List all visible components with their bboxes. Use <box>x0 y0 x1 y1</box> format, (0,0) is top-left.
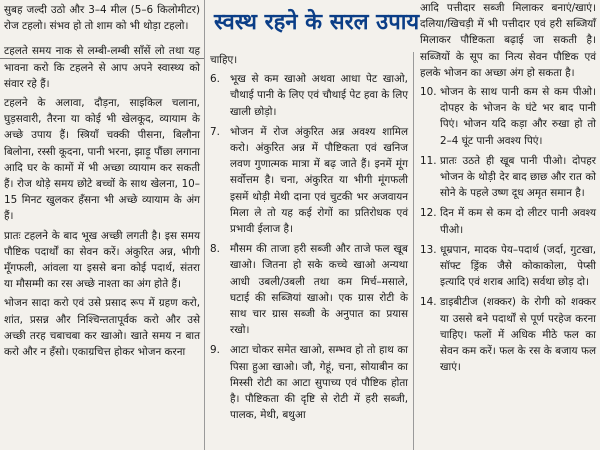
list-text: धूम्रपान, मादक पेय–पदार्थ (जर्दा, गुटखा, सॉफ्ट ड्रिंक जैसे कोकाकोला, पेप्सी इत्यादि एवं शराब आदि) सर्वथा छोड़ दो। <box>440 243 596 289</box>
list-item <box>210 124 408 237</box>
continued-text: चाहिए। <box>210 54 238 66</box>
list-number: 12. <box>420 207 437 220</box>
list-item <box>420 242 596 291</box>
list-text: आटा चोकर समेत खाओ, सम्भव हो तो हाथ का पिसा हुआ खाओ। जौ, गेहूं, चना, सोयाबीन का मिस्सी रोटी का आटा सुपाच्य एवं पौष्टिक होता है। पौष्टिकता की दृष्टि से रोटी में हरी सब्जी, पालक, मेथी, बथुआ <box>230 344 408 422</box>
paragraph: प्रातः टहलने के बाद भूख अच्छी लगती है। इस समय पौष्टिक पदार्थों का सेवन करें। अंकुरित अन्न, भीगी मूँगफली, आंवला या इससे बना कोई पदार्थ, संतरा या मौसम्मी का रस अच्छे नाश्ता का अंग होते हैं। <box>4 229 200 291</box>
list-item <box>420 153 596 202</box>
list-number: 13. <box>420 243 437 256</box>
list-text: प्रातः उठते ही खूब पानी पीओ। दोपहर भोजन के थोड़ी देर बाद छाछ और रात को सोने के पहले उष्ण दूध अमृत समान है। <box>440 154 596 200</box>
intro-paragraph: सुबह जल्दी उठो और 3–4 मील (5–6 किलोमीटर) रोज टहलो। संभव हो तो शाम को भी थोड़ा टहलो। <box>4 4 200 33</box>
column-1 <box>0 0 204 450</box>
list-text: भोजन में रोज अंकुरित अन्न अवश्य शामिल करो। अंकुरित अन्न में पौष्टिकता एवं खनिज लवण गुणात्मक मात्रा में बढ़ जाते हैं। इनमें मूंग सर्वोत्तम है। चना, अंकुरित या भीगी मूंगफली इसमें थोड़ी मेथी दाना एवं चुटकी भर अजवायन मिला ले तो यह कई रोगों का प्रतिरोधक एवं प्रभावी ईलाज है। <box>230 125 408 236</box>
paragraph: टहलते समय नाक से लम्बी-लम्बी साँसें लो तथा यह भावना करो कि टहलने से आप अपने स्वास्थ्य को संवार रहे हैं। <box>4 45 200 90</box>
list-number: 9. <box>210 344 220 357</box>
column-3 <box>416 0 600 450</box>
list-text: भूख से कम खाओ अथवा आधा पेट खाओ, चौथाई पानी के लिए एवं चौथाई पेट हवा के लिए खाली छोड़ो। <box>230 73 408 118</box>
list-text: मौसम की ताजा हरी सब्जी और ताजे फल खूब खाओ। जितना हो सके कच्चे खाओ अन्यथा आधी उबली/उबली तथा कम मिर्च–मसाले, घटाई की सब्जियां खाओ। एक ग्रास रोटी के साथ चार ग्रास सब्जी के अनुपात का प्रयास रखो। <box>230 243 408 337</box>
paragraph: टहलने के अलावा, दौड़ना, साइकिल चलाना, घुड़सवारी, तैरना या कोई भी खेलकूद, व्यायाम के अच्छे उपाय हैं। स्त्रियाँ चक्की पीसना, बिलौना बिलोना, रस्सी कूदना, पानी भरना, झाड़ू पौंछा लगाना आदि घर के कामों में भी अच्छा व्यायाम कर सकती हैं। रोज थोड़े समय छोटे बच्चों के साथ खेलना, 10–15 मिनट खुलकर हँसना भी अच्छे व्यायाम के अंग हैं। <box>4 97 200 223</box>
list-text: भोजन के साथ पानी कम से कम पीओ। दोपहर के भोजन के घंटे भर बाद पानी पिएं। भोजन यदि कड़ा और रुखा हो तो 2–4 घूंट पानी अवश्य पिएं। <box>440 86 596 147</box>
continued-text: आदि पत्तीदार सब्जी मिलाकर बनाएं/खाएं। दलिया/खिचड़ी में भी पत्तीदार एवं हरी सब्जियाँ मिलाकर पौष्टिकता बढ़ाई जा सकती है। सब्जियों के सूप का नित्य सेवन पौष्टिक एवं हलके भोजन का अच्छा अंग हो सकता है। <box>420 2 596 79</box>
list-number: 7. <box>210 125 220 138</box>
list-number: 11. <box>420 154 437 167</box>
list-number: 10. <box>420 86 437 99</box>
column-divider <box>413 52 414 450</box>
list-item <box>420 205 596 237</box>
list-item <box>210 241 408 338</box>
page-title: स्वस्थ रहने के सरल उपाय <box>214 9 420 35</box>
list-text: डाइबीटीज (शक्कर) के रोगी को शक्कर या उससे बने पदार्थों से पूर्ण परहेज करना चाहिए। फलों में अधिक मीठे फल का सेवन कम करें। फल के रस के बजाय फल खाएं। <box>440 296 596 374</box>
paragraph: भोजन सादा करो एवं उसे प्रसाद रूप में ग्रहण करो, शांत, प्रसन्न और निश्चिन्ततापूर्वक करो और उसे अच्छी तरह चबाचबा कर खाओ। खाते समय न बात करो और न हँसो। एकाग्रचित्त होकर भोजन करना <box>4 297 200 359</box>
list-item <box>210 342 408 423</box>
list-number: 6. <box>210 73 220 86</box>
list-item <box>420 84 596 149</box>
column-divider <box>204 0 205 450</box>
list-item <box>210 71 408 120</box>
list-text: दिन में कम से कम दो लीटर पानी अवश्य पीओ। <box>440 207 596 236</box>
column-2 <box>206 0 420 450</box>
list-number: 14. <box>420 296 437 309</box>
list-item <box>420 294 596 375</box>
list-number: 8. <box>210 243 220 256</box>
